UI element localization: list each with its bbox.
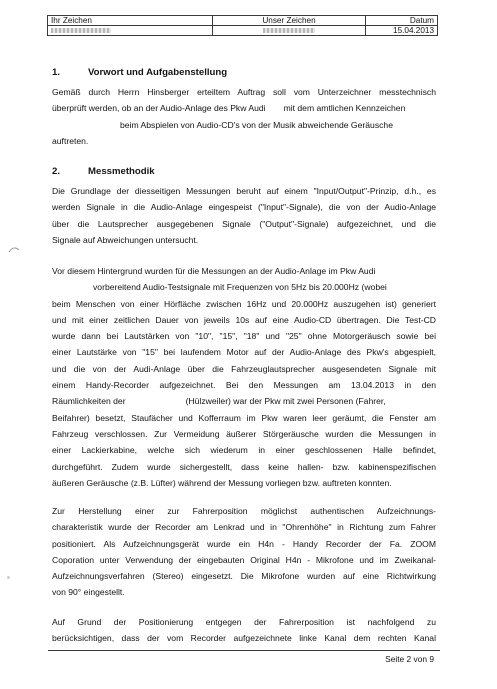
text-line: Fahrzeug verschlossen. Zur Vermeidung äußerer Störgeräusche wurden die Messungen in	[52, 428, 436, 439]
text-fragment: überprüft werden, ob an der Audio-Anlage des Pkw Audi	[52, 103, 266, 114]
section-2-paragraph-2	[52, 263, 436, 491]
text-line	[52, 117, 436, 133]
scan-speck	[7, 576, 10, 579]
text-line	[52, 279, 436, 295]
section-2-heading	[52, 166, 155, 177]
text-line	[52, 100, 436, 116]
section-2-paragraph-1	[52, 183, 436, 248]
text-line: von 90° eingestellt.	[52, 587, 125, 598]
letter-reference-table	[47, 15, 438, 36]
text-line: wurde dann bei Lautstärken von "10", "15", "18" und "25" ohne Motorgeräusch sowie bei	[52, 331, 436, 342]
text-line: Signale auf Abweichungen untersucht.	[52, 234, 199, 245]
section-1-paragraph	[52, 84, 436, 149]
text-line	[52, 393, 436, 409]
our-reference-value-redacted	[213, 26, 366, 36]
text-line: positioniert. Als Aufzeichnungsgerät wurde ein H4n - Handy Recorder der Fa. ZOOM	[52, 538, 436, 549]
text-line: und mit einer zeitlichen Dauer von jeweils 10s auf eine Audio-CD übertragen. Die Test-CD	[52, 314, 436, 325]
text-line: einer Lackierkabine, welche sich wiederum in einer geschlossenen Halle befindet,	[52, 445, 436, 456]
text-line: Zur Herstellung einer zur Fahrerposition möglichst authentischen Aufzeichnungs-	[52, 506, 436, 516]
text-line: Beifahrer) besetzt, Staufächer und Kofferraum im Pkw waren leer geräumt, die Fenster am	[52, 412, 436, 423]
text-line: über die Lautsprecher ausgegebenen Signale ("Output"-Signale) aufgezeichnet, und die	[52, 218, 436, 229]
text-line: beim Menschen von einer Hörfläche zwischen 16Hz und 20.000Hz auszugehen ist) generiert	[52, 298, 436, 309]
section-2-title: Messmethodik	[88, 166, 155, 177]
text-fragment: mit dem amtlichen Kennzeichen	[283, 103, 406, 114]
text-fragment: beim Abspielen von Audio-CD's von der Musik abweichende Geräusche	[120, 119, 393, 130]
margin-pencil-mark	[8, 246, 20, 254]
text-line: berücksichtigen, dass der vom Recorder aufgezeichnete linke Kanal dem rechten Kanal	[52, 633, 436, 644]
text-line: Vor diesem Hintergrund wurden für die Messungen an der Audio-Anlage im Pkw Audi	[52, 266, 376, 276]
section-2-paragraph-4	[52, 614, 436, 647]
your-reference-value-redacted	[48, 26, 213, 36]
footer-divider	[48, 650, 440, 651]
section-2-paragraph-3	[52, 503, 436, 601]
text-line: einem Handy-Recorder aufgezeichnet. Bei den Messungen am 13.04.2013 in den	[52, 380, 436, 391]
text-line: auftreten.	[52, 135, 89, 146]
our-reference-label: Unser Zeichen	[213, 16, 366, 26]
text-line: Gemäß durch Herrn Hinsberger erteiltem Auftrag soll vom Unterzeichner messtechnisch	[52, 87, 436, 97]
text-line: einer Lautstärke von "15" bei laufendem Motor auf der Audio-Anlage des Pkw's abgespielt,	[52, 347, 436, 358]
text-fragment: vorbereitend Audio-Testsignale mit Frequenzen von 5Hz bis 20.000Hz (wobei	[93, 282, 387, 293]
text-line: charakteristik wurde der Recorder am Lenkrad und in "Ohrenhöhe" in Richtung zum Fahrer	[52, 522, 436, 533]
text-line: Die Grundlage der diesseitigen Messungen beruht auf einem "Input/Output"-Prinzip, d.h., es	[52, 186, 436, 196]
text-fragment: Räumlichkeiten der	[52, 396, 126, 407]
section-1-heading	[52, 67, 227, 78]
your-reference-label: Ihr Zeichen	[48, 16, 213, 26]
date-label: Datum	[366, 16, 438, 26]
text-line: und die von der Audi-Anlage über die Fahrzeuglautsprecher ausgesendeten Signale mit	[52, 363, 436, 374]
section-1-title: Vorwort und Aufgabenstellung	[88, 67, 228, 78]
text-line: Aufzeichnungsverfahren (Stereo) eingesetzt. Die Mikrofone wurden auf eine Richtwirkung	[52, 571, 436, 582]
text-line: werden Signale in die Audio-Anlage eingespeist ("Input"-Signale), die von der Audio-Anlage	[52, 202, 436, 213]
date-value: 15.04.2013	[366, 26, 438, 36]
page-number: Seite 2 von 9	[385, 654, 434, 664]
text-line: durchgeführt. Zudem wurde sichergestellt, dass keine hallen- bzw. kabinenspezifischen	[52, 461, 436, 472]
section-1-number: 1.	[52, 67, 61, 78]
text-line: Coporation unter Verwendung der eingebauten Original H4n - Mikrofone und im Zweikanal-	[52, 554, 436, 565]
text-line: Auf Grund der Positionierung entgegen der Fahrerposition ist nachfolgend zu	[52, 617, 436, 627]
section-2-number: 2.	[52, 166, 61, 177]
text-line: äußeren Geräusche (z.B. Lüfter) während der Messung vorliegen bzw. auftreten konnten.	[52, 477, 392, 488]
text-fragment: (Hülzweiler) war der Pkw mit zwei Personen (Fahrer,	[185, 396, 386, 407]
